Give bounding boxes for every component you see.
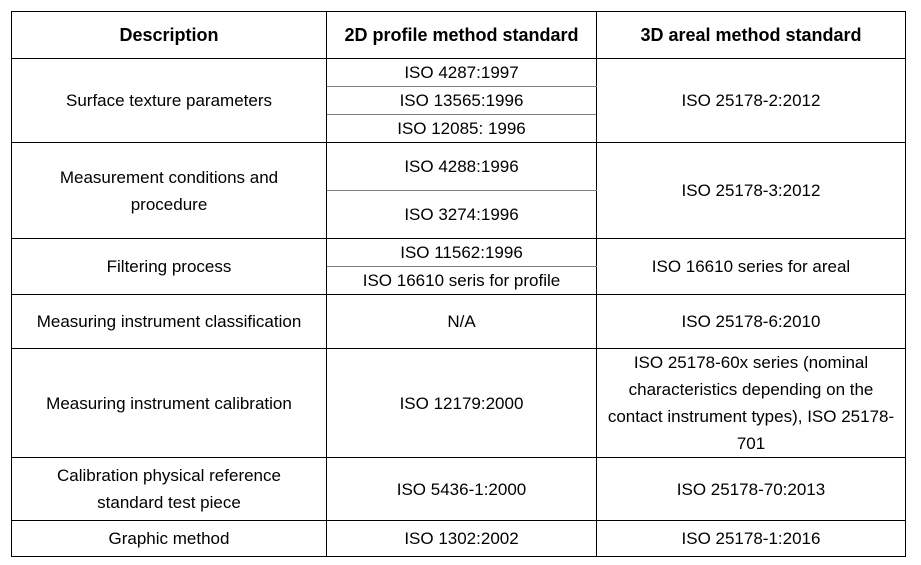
row-profile-standard: ISO 13565:1996 (327, 87, 597, 115)
standards-table (11, 11, 906, 557)
row-description: Filtering process (12, 239, 327, 295)
row-profile-standard: ISO 4287:1997 (327, 59, 597, 87)
row-areal-standard: ISO 25178-2:2012 (597, 59, 906, 143)
table-row (12, 349, 906, 458)
row-profile-standard: ISO 16610 seris for profile (327, 267, 597, 295)
row-profile-standard: ISO 3274:1996 (327, 191, 597, 239)
row-areal-standard: ISO 25178-60x series (nominal characteristics depending on the contact instrument types), ISO 25178-701 (597, 349, 906, 458)
row-areal-standard: ISO 25178-70:2013 (597, 458, 906, 521)
table-row (12, 295, 906, 349)
row-profile-standard: ISO 11562:1996 (327, 239, 597, 267)
row-description: Measuring instrument classification (12, 295, 327, 349)
table-row (12, 521, 906, 557)
row-description: Measuring instrument calibration (12, 349, 327, 458)
table-row (12, 59, 906, 87)
row-areal-standard: ISO 25178-6:2010 (597, 295, 906, 349)
row-profile-standard: N/A (327, 295, 597, 349)
row-profile-standard: ISO 12085: 1996 (327, 115, 597, 143)
header-description: Description (12, 12, 327, 59)
row-description: Graphic method (12, 521, 327, 557)
row-areal-standard: ISO 25178-3:2012 (597, 143, 906, 239)
row-profile-standard: ISO 1302:2002 (327, 521, 597, 557)
header-2d-profile: 2D profile method standard (327, 12, 597, 59)
row-description: Calibration physical reference standard test piece (12, 458, 327, 521)
row-description: Measurement conditions and procedure (12, 143, 327, 239)
row-description: Surface texture parameters (12, 59, 327, 143)
header-3d-areal: 3D areal method standard (597, 12, 906, 59)
row-profile-standard: ISO 5436-1:2000 (327, 458, 597, 521)
table-row (12, 239, 906, 267)
table-row (12, 143, 906, 191)
row-areal-standard: ISO 25178-1:2016 (597, 521, 906, 557)
row-areal-standard: ISO 16610 series for areal (597, 239, 906, 295)
row-profile-standard: ISO 4288:1996 (327, 143, 597, 191)
header-row (12, 12, 906, 59)
row-profile-standard: ISO 12179:2000 (327, 349, 597, 458)
table-row (12, 458, 906, 521)
